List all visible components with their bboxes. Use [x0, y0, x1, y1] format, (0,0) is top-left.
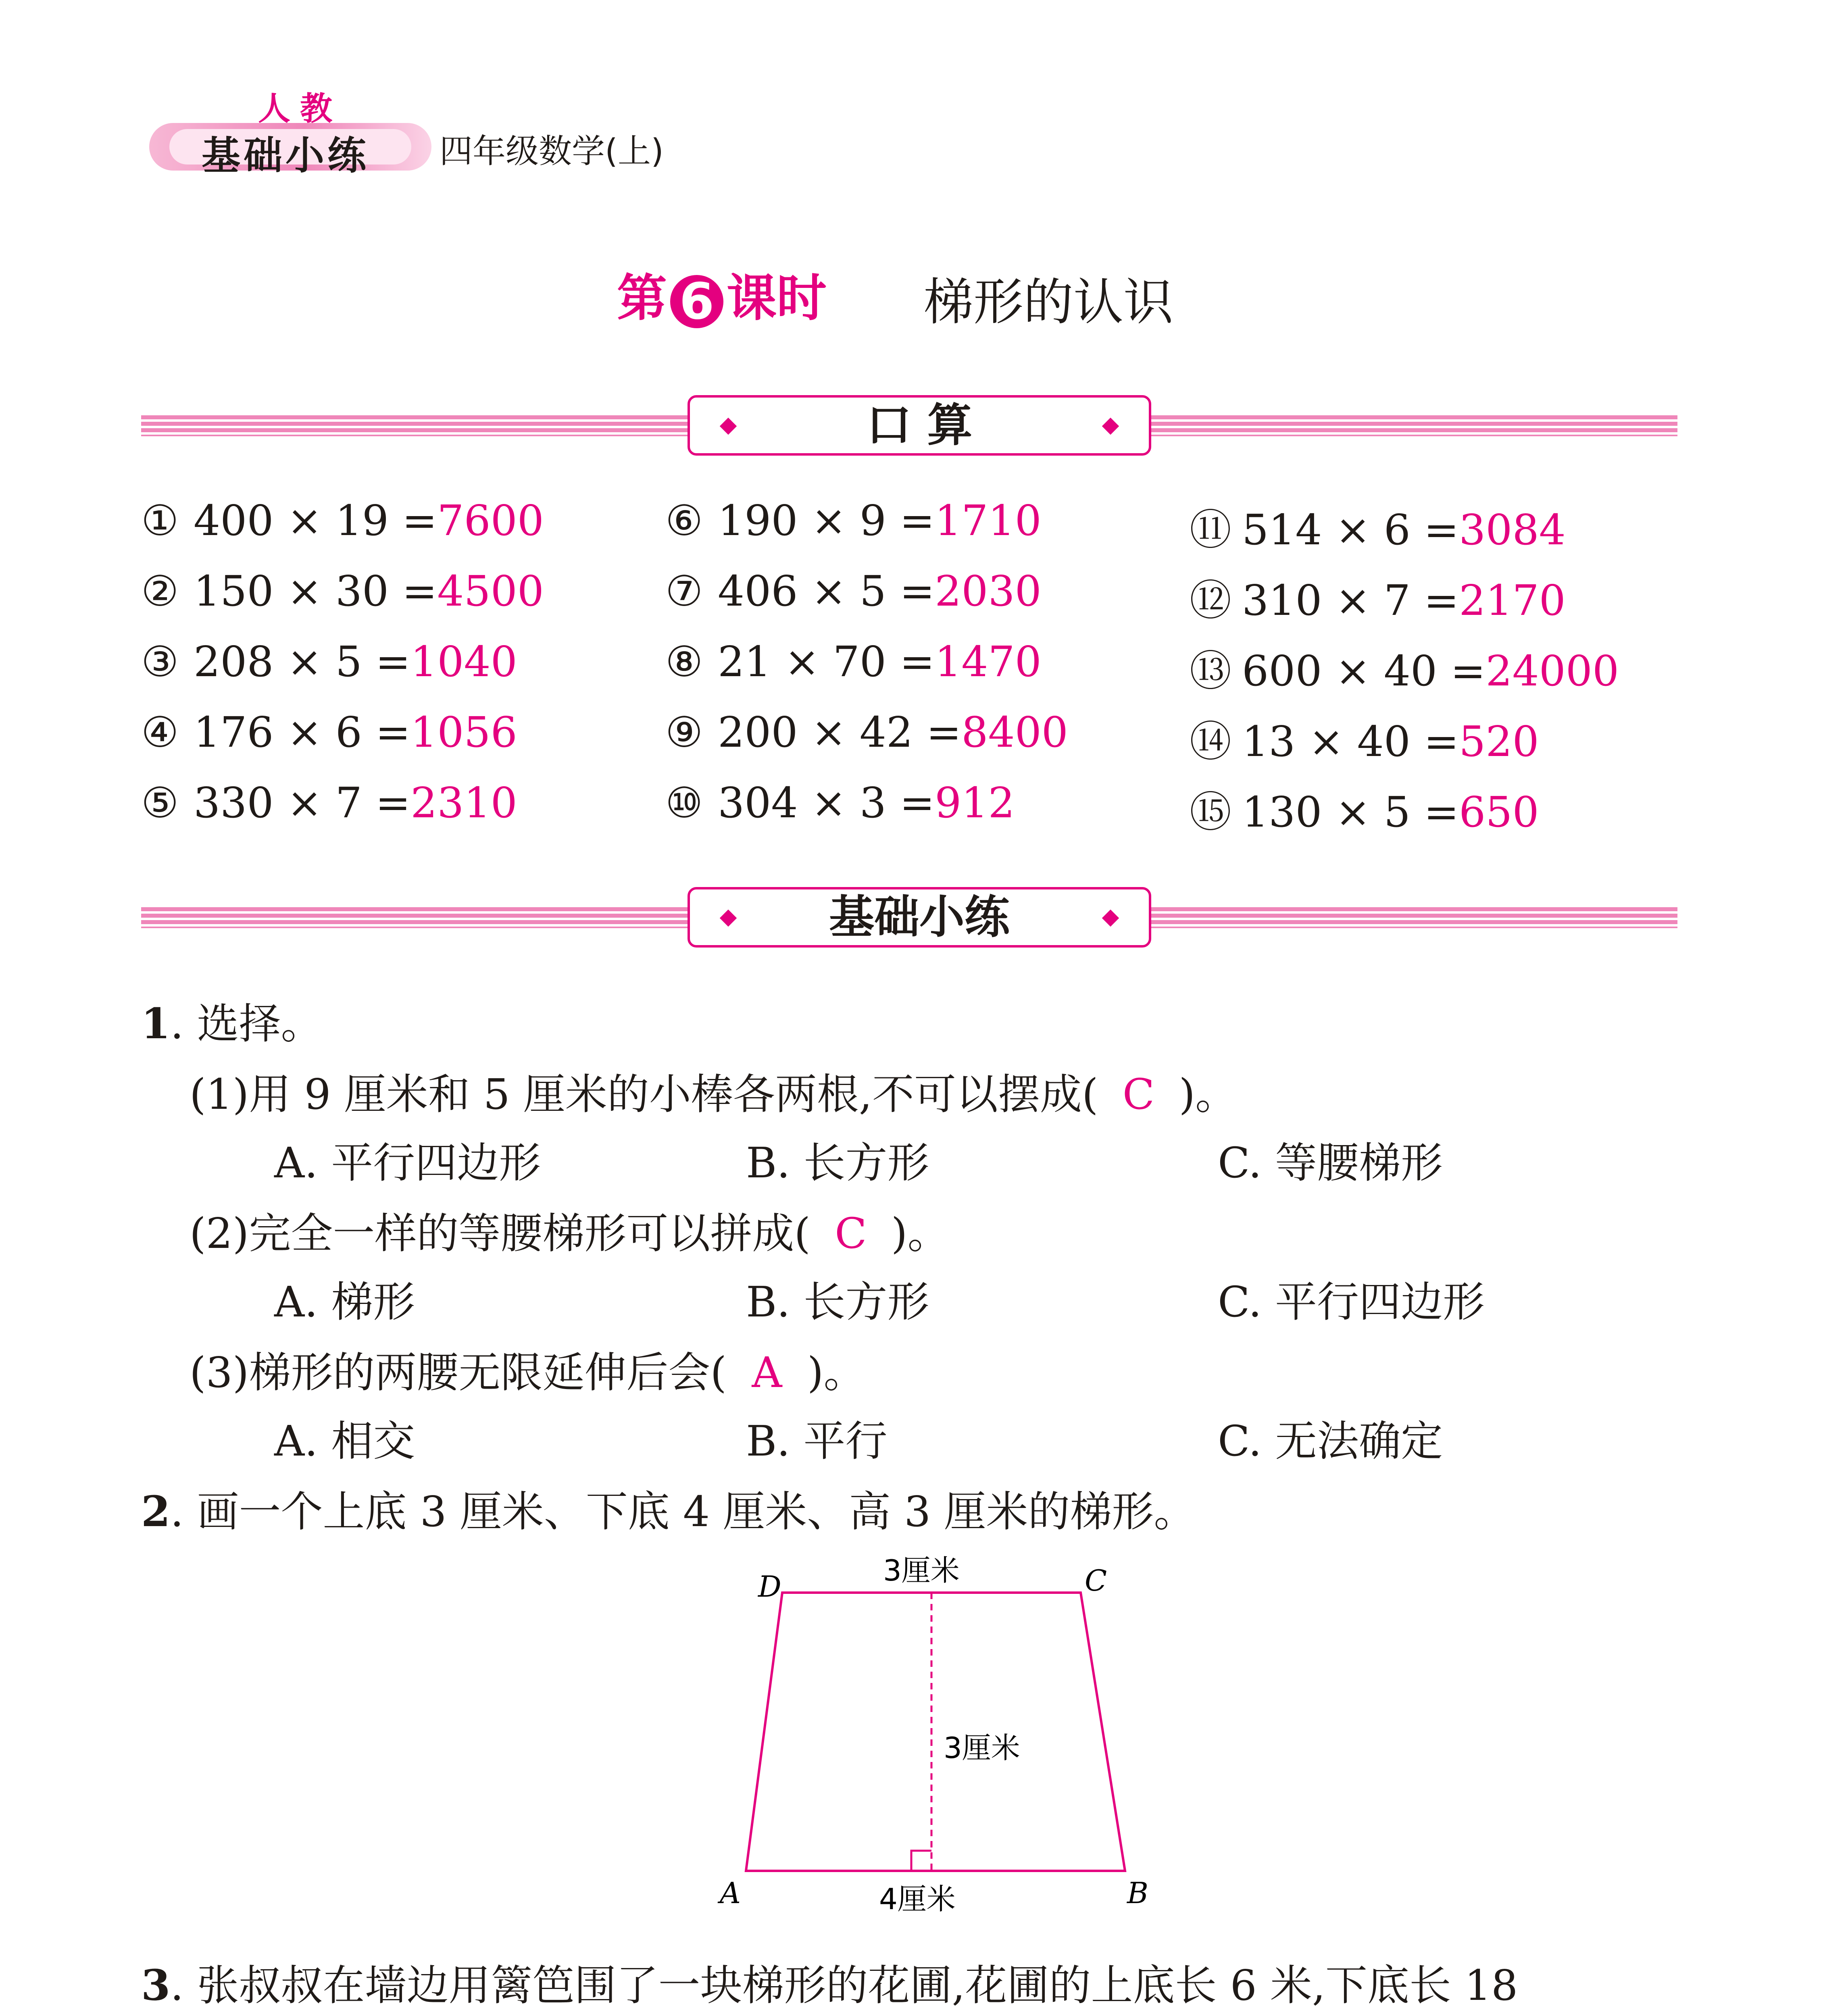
item-answer: 4500	[437, 566, 544, 616]
answer-choice: C	[1122, 1070, 1155, 1119]
item-expression: 150 × 30 =	[194, 566, 438, 616]
item-number: ②	[141, 566, 179, 616]
section-title-text: 口 算	[866, 399, 973, 452]
mental-math-item	[1190, 566, 1566, 627]
item-number: ⑭	[1190, 717, 1232, 766]
item-number: ⑪	[1190, 505, 1232, 554]
item-answer: 1056	[410, 708, 517, 757]
item-expression: 200 × 42 =	[718, 708, 962, 757]
item-answer: 520	[1459, 717, 1539, 766]
sub-question-stem: (3)梯形的两腰无限延伸后会(	[190, 1348, 727, 1397]
lesson-heading	[617, 258, 827, 330]
option-c: C. 平行四边形	[1218, 1277, 1485, 1327]
item-answer: 1040	[410, 637, 517, 686]
question-number: 3	[141, 1960, 171, 2010]
sub-question-stem: (2)完全一样的等腰梯形可以拼成(	[190, 1209, 810, 1258]
item-number: ⑦	[665, 566, 703, 616]
question-number: 2	[141, 1487, 171, 1536]
option-c: C. 无法确定	[1218, 1416, 1443, 1466]
item-expression: 600 × 40 =	[1242, 646, 1486, 696]
vertex-a-label: A	[720, 1876, 741, 1910]
mental-math-item	[665, 637, 1042, 686]
vertex-c-label: C	[1085, 1564, 1107, 1597]
item-number: ①	[141, 496, 179, 545]
question-text: . 画一个上底 3 厘米、下底 4 厘米、高 3 厘米的梯形。	[170, 1487, 1196, 1536]
mental-math-item	[665, 778, 1015, 827]
item-expression: 400 × 19 =	[194, 496, 438, 545]
question-text: . 张叔叔在墙边用篱笆围了一块梯形的花圃,花圃的上底长 6 米,下底长 18	[170, 1961, 1518, 2010]
mental-math-item	[665, 496, 1042, 545]
bottom-base-label: 4厘米	[879, 1882, 956, 1916]
item-answer: 1470	[935, 637, 1042, 686]
mental-math-item	[665, 566, 1042, 616]
top-base-label: 3厘米	[883, 1554, 960, 1587]
option-a: A. 梯形	[274, 1277, 415, 1327]
sub-question-stem: (1)用 9 厘米和 5 厘米的小棒各两根,不可以摆成(	[190, 1070, 1098, 1119]
height-label: 3厘米	[944, 1731, 1020, 1765]
mental-math-item	[1190, 708, 1539, 768]
option-c: C. 等腰梯形	[1218, 1138, 1443, 1187]
item-expression: 13 × 40 =	[1242, 717, 1459, 766]
sub-question-end: )。	[891, 1209, 950, 1258]
item-expression: 330 × 7 =	[194, 778, 411, 827]
mental-math-item	[141, 708, 517, 757]
item-number: ⑬	[1190, 646, 1232, 696]
section-title-text: 基础小练	[829, 891, 1010, 943]
item-answer: 2310	[410, 778, 517, 827]
mental-math-item	[1190, 637, 1619, 698]
item-expression: 304 × 3 =	[718, 778, 935, 827]
item-expression: 176 × 6 =	[194, 708, 411, 757]
option-b: B. 长方形	[746, 1277, 929, 1327]
option-b: B. 平行	[746, 1416, 888, 1466]
answer-choice: A	[752, 1348, 782, 1397]
item-expression: 190 × 9 =	[718, 496, 935, 545]
mental-math-item	[665, 708, 1068, 757]
item-answer: 24000	[1486, 646, 1619, 696]
mental-math-item	[141, 637, 517, 686]
option-a: A. 平行四边形	[274, 1138, 541, 1187]
trapezoid-shape	[746, 1593, 1125, 1871]
section-title-mental-math	[688, 395, 1151, 456]
vertex-b-label: B	[1127, 1876, 1148, 1910]
trapezoid-diagram	[685, 1540, 1169, 1935]
diamond-icon	[720, 418, 737, 435]
diamond-icon	[720, 910, 737, 927]
item-expression: 21 × 70 =	[718, 637, 935, 686]
item-answer: 912	[935, 778, 1015, 827]
mental-math-item	[141, 566, 544, 616]
section-title-practice	[688, 887, 1151, 948]
item-answer: 1710	[935, 496, 1042, 545]
item-answer: 7600	[437, 496, 544, 545]
question-number: 1	[141, 999, 171, 1048]
item-number: ⑨	[665, 708, 703, 757]
answer-choice: C	[835, 1209, 867, 1258]
mental-math-item	[1190, 496, 1566, 556]
item-number: ⑤	[141, 778, 179, 827]
question-3-line-1	[141, 1951, 1518, 2012]
item-answer: 3084	[1459, 505, 1566, 554]
mental-math-item	[141, 496, 544, 545]
header-publisher: 人教	[258, 90, 342, 127]
item-number: ③	[141, 637, 179, 686]
question-2	[141, 1478, 1196, 1538]
lesson-suffix: 课时	[727, 269, 827, 327]
item-number: ④	[141, 708, 179, 757]
vertex-d-label: D	[758, 1570, 781, 1604]
diamond-icon	[1102, 418, 1119, 435]
item-number: ⑥	[665, 496, 703, 545]
mental-math-item	[1190, 778, 1539, 839]
option-b: B. 长方形	[746, 1138, 929, 1187]
right-angle-mark	[911, 1851, 931, 1871]
item-expression: 310 × 7 =	[1242, 576, 1459, 625]
header-grade: 四年级数学(上)	[440, 132, 664, 171]
item-answer: 650	[1459, 787, 1539, 837]
item-number: ⑧	[665, 637, 703, 686]
sub-question-end: )。	[807, 1348, 866, 1397]
sub-question-end: )。	[1179, 1070, 1238, 1119]
question-1	[141, 990, 323, 1050]
item-expression: 208 × 5 =	[194, 637, 411, 686]
question-1-3	[190, 1339, 865, 1399]
item-expression: 514 × 6 =	[1242, 505, 1459, 554]
header-series: 基础小练	[202, 133, 369, 178]
item-answer: 2170	[1459, 576, 1566, 625]
diamond-icon	[1102, 910, 1119, 927]
question-1-1	[190, 1060, 1237, 1121]
item-number: ⑮	[1190, 787, 1232, 837]
item-number: ⑩	[665, 778, 703, 827]
question-1-2	[190, 1200, 949, 1260]
mental-math-item	[141, 778, 517, 827]
question-text: . 选择。	[170, 999, 323, 1048]
option-a: A. 相交	[274, 1416, 415, 1466]
item-number: ⑫	[1190, 576, 1232, 625]
lesson-topic: 梯形的认识	[923, 273, 1174, 331]
lesson-number: 6	[670, 275, 723, 328]
item-answer: 8400	[961, 708, 1068, 757]
item-expression: 406 × 5 =	[718, 566, 935, 616]
item-expression: 130 × 5 =	[1242, 787, 1459, 837]
item-answer: 2030	[935, 566, 1042, 616]
lesson-prefix: 第	[617, 269, 667, 327]
